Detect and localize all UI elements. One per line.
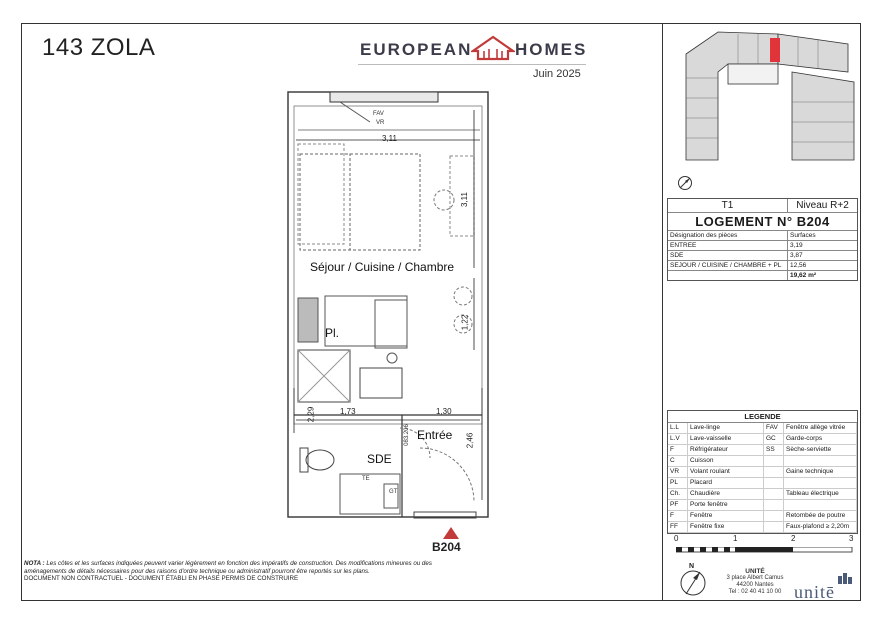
legend-cell-d: Tableau électrique [784,489,857,500]
unit-type: T1 [668,199,788,212]
legend-cell-c: SS [764,445,784,456]
legend-cell-b: Cuisson [688,456,764,467]
legend-cell-a: PF [668,500,688,511]
legend-cell-c: FAV [764,423,784,434]
surface-value: 3,19 [790,242,803,249]
fav-label: FAV [373,111,384,117]
legend-cell-d: Faux-plafond ≥ 2,20m [784,522,857,533]
dim-height-sde: 2,29 [306,406,316,423]
legend-cell-b: Lave-linge [688,423,764,434]
legend-grid [668,423,857,533]
legend-cell-a: PL [668,478,688,489]
unite-logo-mark-icon [838,572,854,584]
legend-cell-b: Porte fenêtre [688,500,764,511]
surface-room-name: ENTREE [668,241,788,250]
total-spacer [668,271,788,280]
surface-row [668,251,857,261]
scale-tick: 0 [674,534,679,543]
legend-block [667,410,858,534]
surface-total: 19,62 m² [790,272,817,279]
room-placard-label: Pl. [325,326,340,340]
door-note: 083.206 [403,424,410,446]
surface-room-name: SDE [668,251,788,260]
nota-text [24,560,464,583]
surface-room-name: SEJOUR / CUISINE / CHAMBRE + PL [668,261,788,270]
room-sde-label: SDE [367,452,392,466]
unit-level: Niveau R+2 [796,200,849,211]
dim-width-top: 3,11 [382,134,397,143]
surface-row [668,241,857,251]
contact-name: UNITÉ [745,568,765,575]
project-title: 143 ZOLA [42,34,156,61]
legend-cell-d: Fenêtre allège vitrée [784,423,857,434]
vr-label: VR [376,120,385,126]
legend-cell-b: Réfrigérateur [688,445,764,456]
legend-cell-c [764,511,784,522]
legend-cell-b: Volant roulant [688,467,764,478]
legend-cell-b: Lave-vaisselle [688,434,764,445]
contact-address1: 3 place Albert Camus [726,575,784,581]
unite-logo: unitē [794,582,835,602]
scale-tick: 1 [733,534,738,543]
legend-cell-b: Fenêtre [688,511,764,522]
room-entree-label: Entrée [417,428,453,442]
tableau-label: TE [362,476,370,482]
dim-width-entree: 1,30 [436,407,452,416]
legend-cell-a: VR [668,467,688,478]
room-sejour-label: Séjour / Cuisine / Chambre [310,260,455,274]
nota-body: Les côtes et les surfaces indiquées peuvent varier légèrement en fonction des impératifs de construction. Des modifications mineures ou des aménagements de détails nécessaires pour des raisons d'ordre technique ou administratif pourront être reportés sur les plans. [24,560,432,575]
legend-cell-d: Retombée de poutre [784,511,857,522]
legend-cell-a: Ch. [668,489,688,500]
house-logo-icon [471,35,515,61]
legend-cell-c: GC [764,434,784,445]
legend-cell-c [764,478,784,489]
scale-bar [676,547,856,561]
legend-cell-d [784,478,857,489]
legend-cell-c [764,467,784,478]
dim-width-sde: 1,73 [340,407,356,416]
legend-cell-d [784,456,857,467]
dim-height-right: 3,11 [459,192,469,207]
scale-tick: 3 [849,534,854,543]
legend-cell-c [764,489,784,500]
legend-cell-c [764,522,784,533]
frame-divider [662,23,663,601]
unit-marker-icon [442,526,460,540]
legend-cell-a: L.L [668,423,688,434]
col-surfaces: Surfaces [790,232,816,239]
legend-cell-a: L.V [668,434,688,445]
compass-small-icon [677,175,693,191]
dim-height-mid: 1,22 [460,314,470,331]
legend-cell-b: Chaudière [688,489,764,500]
compass-north-label: N [689,563,695,570]
dim-height-entree: 2,46 [465,432,475,449]
surface-value: 12,56 [790,262,807,269]
legend-cell-c [764,456,784,467]
legend-cell-a: FF [668,522,688,533]
legend-cell-a: F [668,511,688,522]
col-designation: Désignation des pièces [668,231,788,240]
brand-right: HOMES [515,40,588,59]
plan-date: Juin 2025 [533,68,581,80]
legend-cell-a: F [668,445,688,456]
brand-left: EUROPEAN [360,40,473,59]
brand-underline [358,64,586,65]
logement-title: LOGEMENT N° B204 [668,213,857,231]
unit-marker-label: B204 [432,540,461,554]
legend-cell-d: Garde-corps [784,434,857,445]
unit-info-block [667,198,858,281]
legend-cell-d: Sèche-serviette [784,445,857,456]
legend-cell-c [764,500,784,511]
legend-cell-a: C [668,456,688,467]
surface-value: 3,87 [790,252,803,259]
legend-cell-b: Placard [688,478,764,489]
contact-phone: Tel : 02 40 41 10 00 [728,589,782,595]
legend-cell-b: Fenêtre fixe [688,522,764,533]
gt-label: GT [389,489,398,495]
key-plan [678,28,858,168]
nota-label: NOTA : [24,560,45,567]
legend-cell-d: Gaine technique [784,467,857,478]
legend-title: LEGENDE [668,411,857,423]
key-plan-highlight [770,38,780,62]
legend-cell-d [784,500,857,511]
contact-address2: 44200 Nantes [736,582,774,588]
surface-row [668,261,857,271]
scale-tick: 2 [791,534,796,543]
disclaimer: DOCUMENT NON CONTRACTUEL - DOCUMENT ÉTABLI EN PHASE PERMIS DE CONSTRUIRE [24,575,299,582]
